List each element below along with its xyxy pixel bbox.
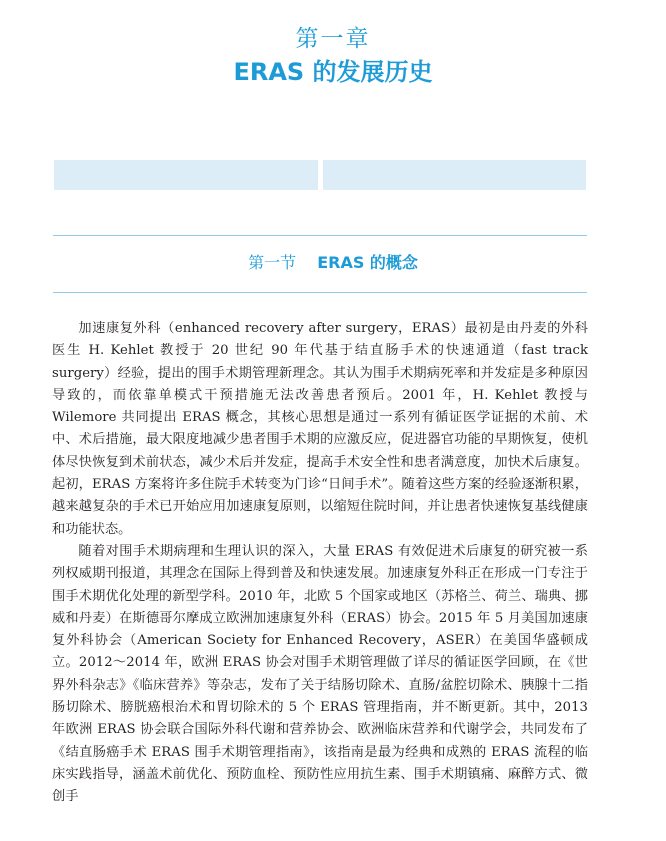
paragraph: 随着对围手术期病理和生理认识的深入，大量 ERAS 有效促进术后康复的研究被一系列权威期刊报道，其理念在国际上得到普及和快速发展。加速康复外科正在形成一门专注于围手术期优化处理的新型学科。2010 年，北欧 5 个国家或地区（苏格兰、荷兰、瑞典、挪威和丹麦）在斯德哥尔摩成立欧洲加速康复外科（ERAS）协会。2015 年 5 月美国加速康复外科协会（American Society for Enhanced Recovery，ASER）在美国华盛顿成立。2012～2014 年，欧洲 ERAS 协会对围手术期管理做了详尽的循证医学回顾，在《世界外科杂志》《临床营养》等杂志，发布了关于结肠切除术、直肠/盆腔切除术、胰腺十二指肠切除术、膀胱癌根治术和胃切除术的 5 个 ERAS 管理指南，并不断更新。其中，2013 年欧洲 ERAS 协会联合国际外科代谢和营养协会、欧洲临床营养和代谢学会，共同发布了《结直肠癌手术 ERAS 围手术期管理指南》，该指南是最为经典和成熟的 ERAS 流程的临床实践指导，涵盖术前优化、预防血栓、预防性应用抗生素、围手术期镇痛、麻醉方式、微创手 — [52, 543, 588, 805]
section-bottom-rule — [53, 292, 587, 293]
section-title — [0, 250, 666, 273]
decorative-banner-right — [323, 160, 586, 190]
chapter-label: 第一章 — [295, 26, 371, 52]
body-text — [52, 318, 588, 809]
paragraph: 加速康复外科（enhanced recovery after surgery，ERAS）最初是由丹麦的外科医生 H. Kehlet 教授于 20 世纪 90 年代基于结直肠手术的快速通道（fast track surgery）经验，提出的围手术期管理新理念。其认为围手术期病死率和并发症是多种原因导致的，而依靠单模式干预措施无法改善患者预后。2001 年，H. Kehlet 教授与 Wilemore 共同提出 ERAS 概念，其核心思想是通过一系列有循证医学证据的术前、术中、术后措施，最大限度地减少患者围手术期的应激反应，促进器官功能的早期恢复，使机体尽快恢复到术前状态，减少术后并发症，提高手术安全性和患者满意度，加快术后康复。起初，ERAS 方案将许多住院手术转变为门诊“日间手术”。随着这些方案的经验逐渐积累，越来越复杂的手术已开始应用加速康复原则，以缩短住院时间，并让患者快速恢复基线健康和功能状态。 — [52, 321, 588, 537]
section-top-rule — [53, 235, 587, 236]
decorative-banner-left — [54, 160, 318, 190]
banner-divider — [319, 160, 321, 190]
chapter-title: ERAS 的发展历史 — [233, 58, 433, 86]
section-name: ERAS 的概念 — [317, 253, 418, 272]
section-label: 第一节 — [248, 253, 297, 272]
